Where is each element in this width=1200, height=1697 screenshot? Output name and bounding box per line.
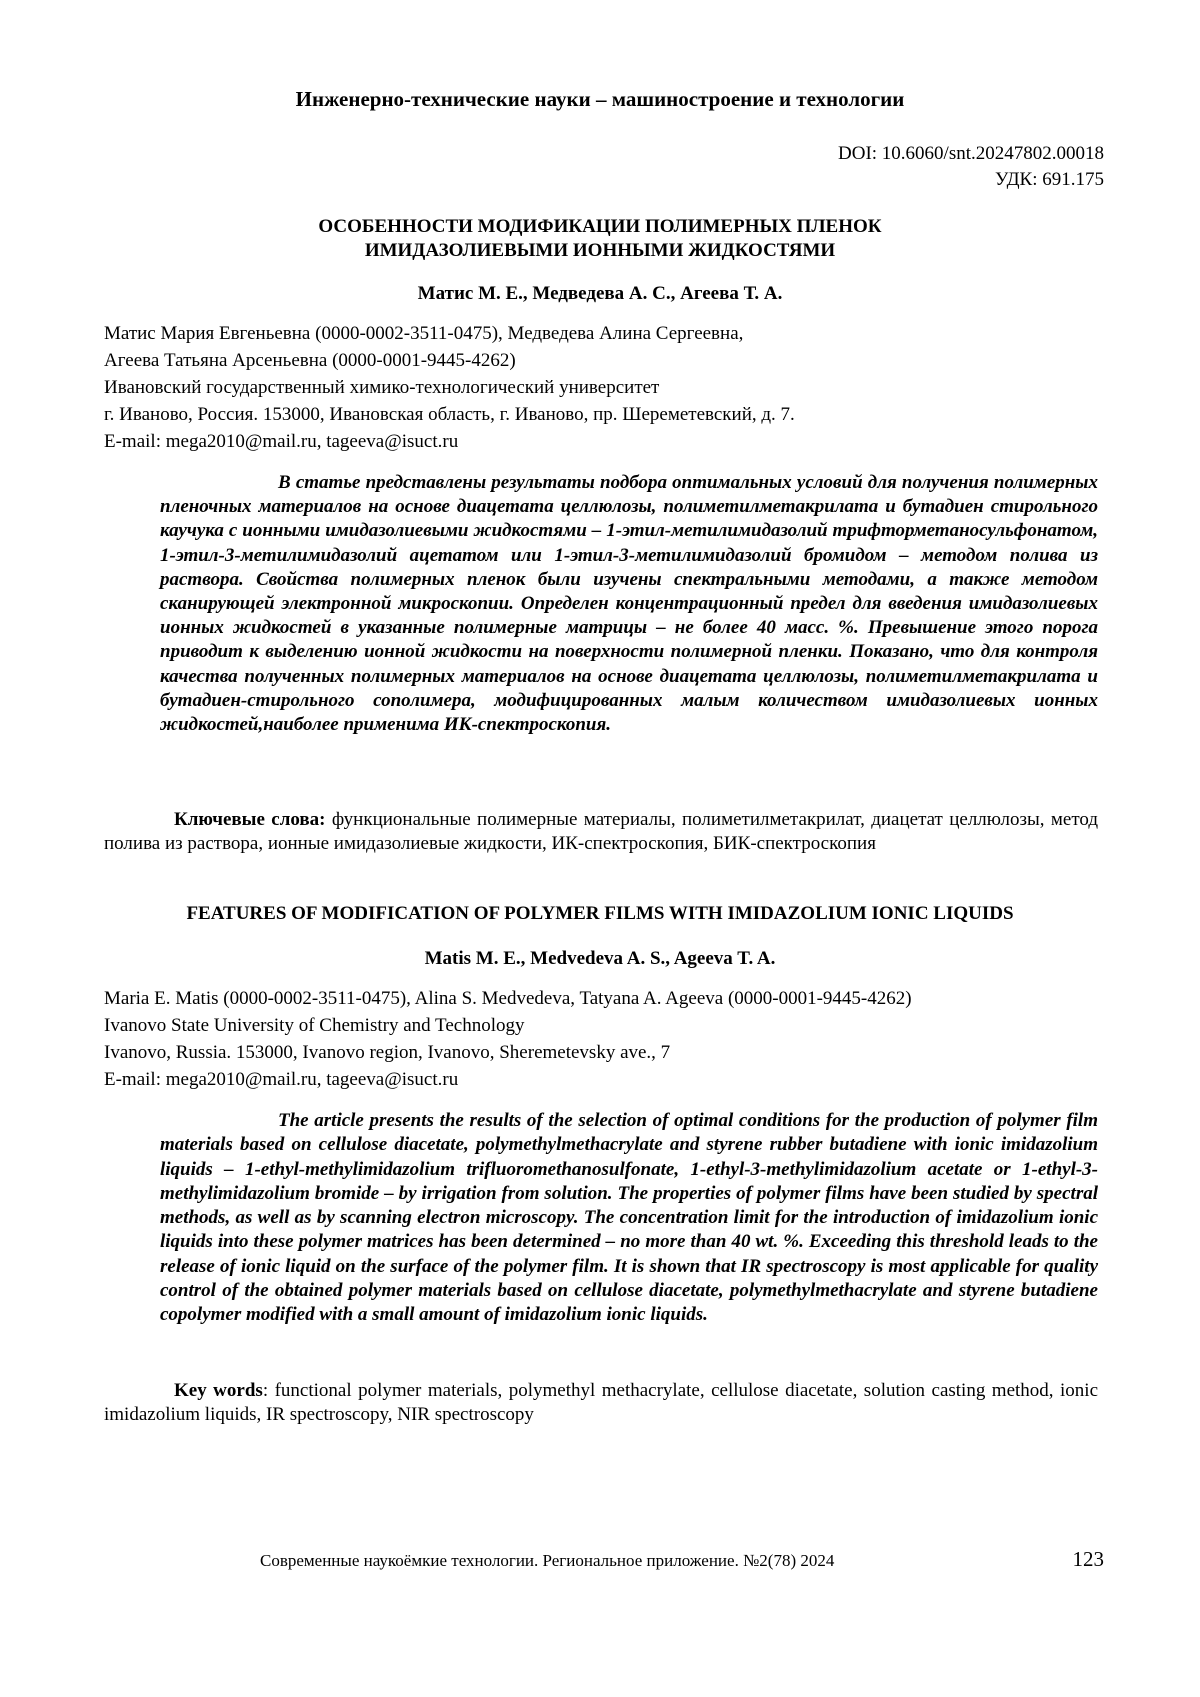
abstract-en: The article presents the results of the selection of optimal conditions for the production of polymer film materials based on cellulose diacetate, polymethylmethacrylate and styrene rubber butadiene with ionic imidazolium liquids – 1-ethyl-methylimidazolium trifluoromethanosulfonate, 1-ethyl-3-methylimidazolium acetate or 1-ethyl-3-methylimidazolium bromide – by irrigation from solution. The properties of polymer films have been studied by spectral methods, as well as by scanning electron microscopy. The concentration limit for the introduction of imidazolium ionic liquids into these polymer matrices has been determined – no more than 40 wt. %. Exceeding this threshold leads to the release of ionic liquid on the surface of the polymer film. It is shown that IR spectroscopy is most applicable for quality control of the obtained polymer materials based on cellulose diacetate, polymethylmethacrylate and styrene butadiene copolymer modified with a small amount of imidazolium ionic liquids.: [160, 1110, 1098, 1326]
keywords-ru-label: Ключевые слова:: [174, 809, 326, 830]
doi: DOI: 10.6060/snt.20247802.00018: [838, 143, 1104, 164]
authors-ru: Матис М. Е., Медведева А. С., Агеева Т. А.: [417, 283, 783, 304]
authors-en: Matis M. E., Medvedeva A. S., Ageeva T. A.: [424, 948, 776, 969]
affiliation-ru-line: г. Иваново, Россия. 153000, Ивановская область, г. Иваново, пр. Шереметевский, д. 7.: [104, 404, 795, 425]
abstract-ru: В статье представлены результаты подбора оптимальных условий для получения полимерных пленочных материалов на основе диацетата целлюлозы, полиметилметакрилата и бутадиен стирольного каучука с ионными имидазолиевыми жидкостями – 1-этил-метилимидазолий трифторметаносульфонатом, 1-этил-3-метилимидазолий ацетатом или 1-этил-3-метилимидазолий бромидом – методом полива из раствора. Свойства полимерных пленок были изучены спектральными методами, а также методом сканирующей электронной микроскопии. Определен концентрационный предел для введения имидазолиевых ионных жидкостей в указанные полимерные матрицы – не более 40 масс. %. Превышение этого порога приводит к выделению ионной жидкости на поверхности полимерной пленки. Показано, что для контроля качества полученных полимерных материалов на основе диацетата целлюлозы, полиметилметакрилата и бутадиен-стирольного сополимера, модифицированных малым количеством имидазолиевых ионных жидкостей,наиболее применима ИК-спектроскопия.: [160, 472, 1098, 736]
affiliation-en-line: Ivanovo, Russia. 153000, Ivanovo region, Ivanovo, Sheremetevsky ave., 7: [104, 1042, 671, 1063]
affiliation-ru-line: Матис Мария Евгеньевна (0000-0002-3511-0475), Медведева Алина Сергеевна,: [104, 323, 744, 344]
keywords-en-label: Key words: [174, 1380, 263, 1401]
affiliation-en: [104, 985, 1104, 1093]
page-number: 123: [1072, 1547, 1104, 1571]
keywords-ru-text: функциональные полимерные материалы, полиметилметакрилат, диацетат целлюлозы, метод полива из раствора, ионные имидазолиевые жидкости, ИК-спектроскопия, БИК-спектроскопия: [104, 809, 1098, 854]
title-ru-line-2: ИМИДАЗОЛИЕВЫМИ ИОННЫМИ ЖИДКОСТЯМИ: [364, 240, 836, 261]
title-en: FEATURES OF MODIFICATION OF POLYMER FILMS WITH IMIDAZOLIUM IONIC LIQUIDS: [186, 903, 1014, 924]
affiliation-en-line: E-mail: mega2010@mail.ru, tageeva@isuct.ru: [104, 1069, 459, 1090]
affiliation-en-line: Ivanovo State University of Chemistry and Technology: [104, 1015, 525, 1036]
keywords-en: [104, 1379, 1098, 1427]
journal-footer: Современные наукоёмкие технологии. Региональное приложение. №2(78) 2024: [260, 1551, 835, 1570]
affiliation-ru-line: E-mail: mega2010@mail.ru, tageeva@isuct.ru: [104, 431, 459, 452]
title-ru-line-1: ОСОБЕННОСТИ МОДИФИКАЦИИ ПОЛИМЕРНЫХ ПЛЕНОК: [318, 216, 882, 237]
affiliation-en-line: Maria E. Matis (0000-0002-3511-0475), Alina S. Medvedeva, Tatyana A. Ageeva (0000-0001-9445-4262): [104, 988, 912, 1009]
affiliation-ru: [104, 320, 1104, 455]
title-ru: [160, 215, 1040, 263]
keywords-en-text: : functional polymer materials, polymethyl methacrylate, cellulose diacetate, solution casting method, ionic imidazolium liquids, IR spectroscopy, NIR spectroscopy: [104, 1380, 1099, 1425]
udk: УДК: 691.175: [995, 169, 1104, 190]
section-header: Инженерно-технические науки – машиностроение и технологии: [295, 87, 905, 111]
affiliation-ru-line: Ивановский государственный химико-технологический университет: [104, 377, 660, 398]
keywords-ru: [104, 808, 1098, 856]
affiliation-ru-line: Агеева Татьяна Арсеньевна (0000-0001-9445-4262): [104, 350, 516, 371]
